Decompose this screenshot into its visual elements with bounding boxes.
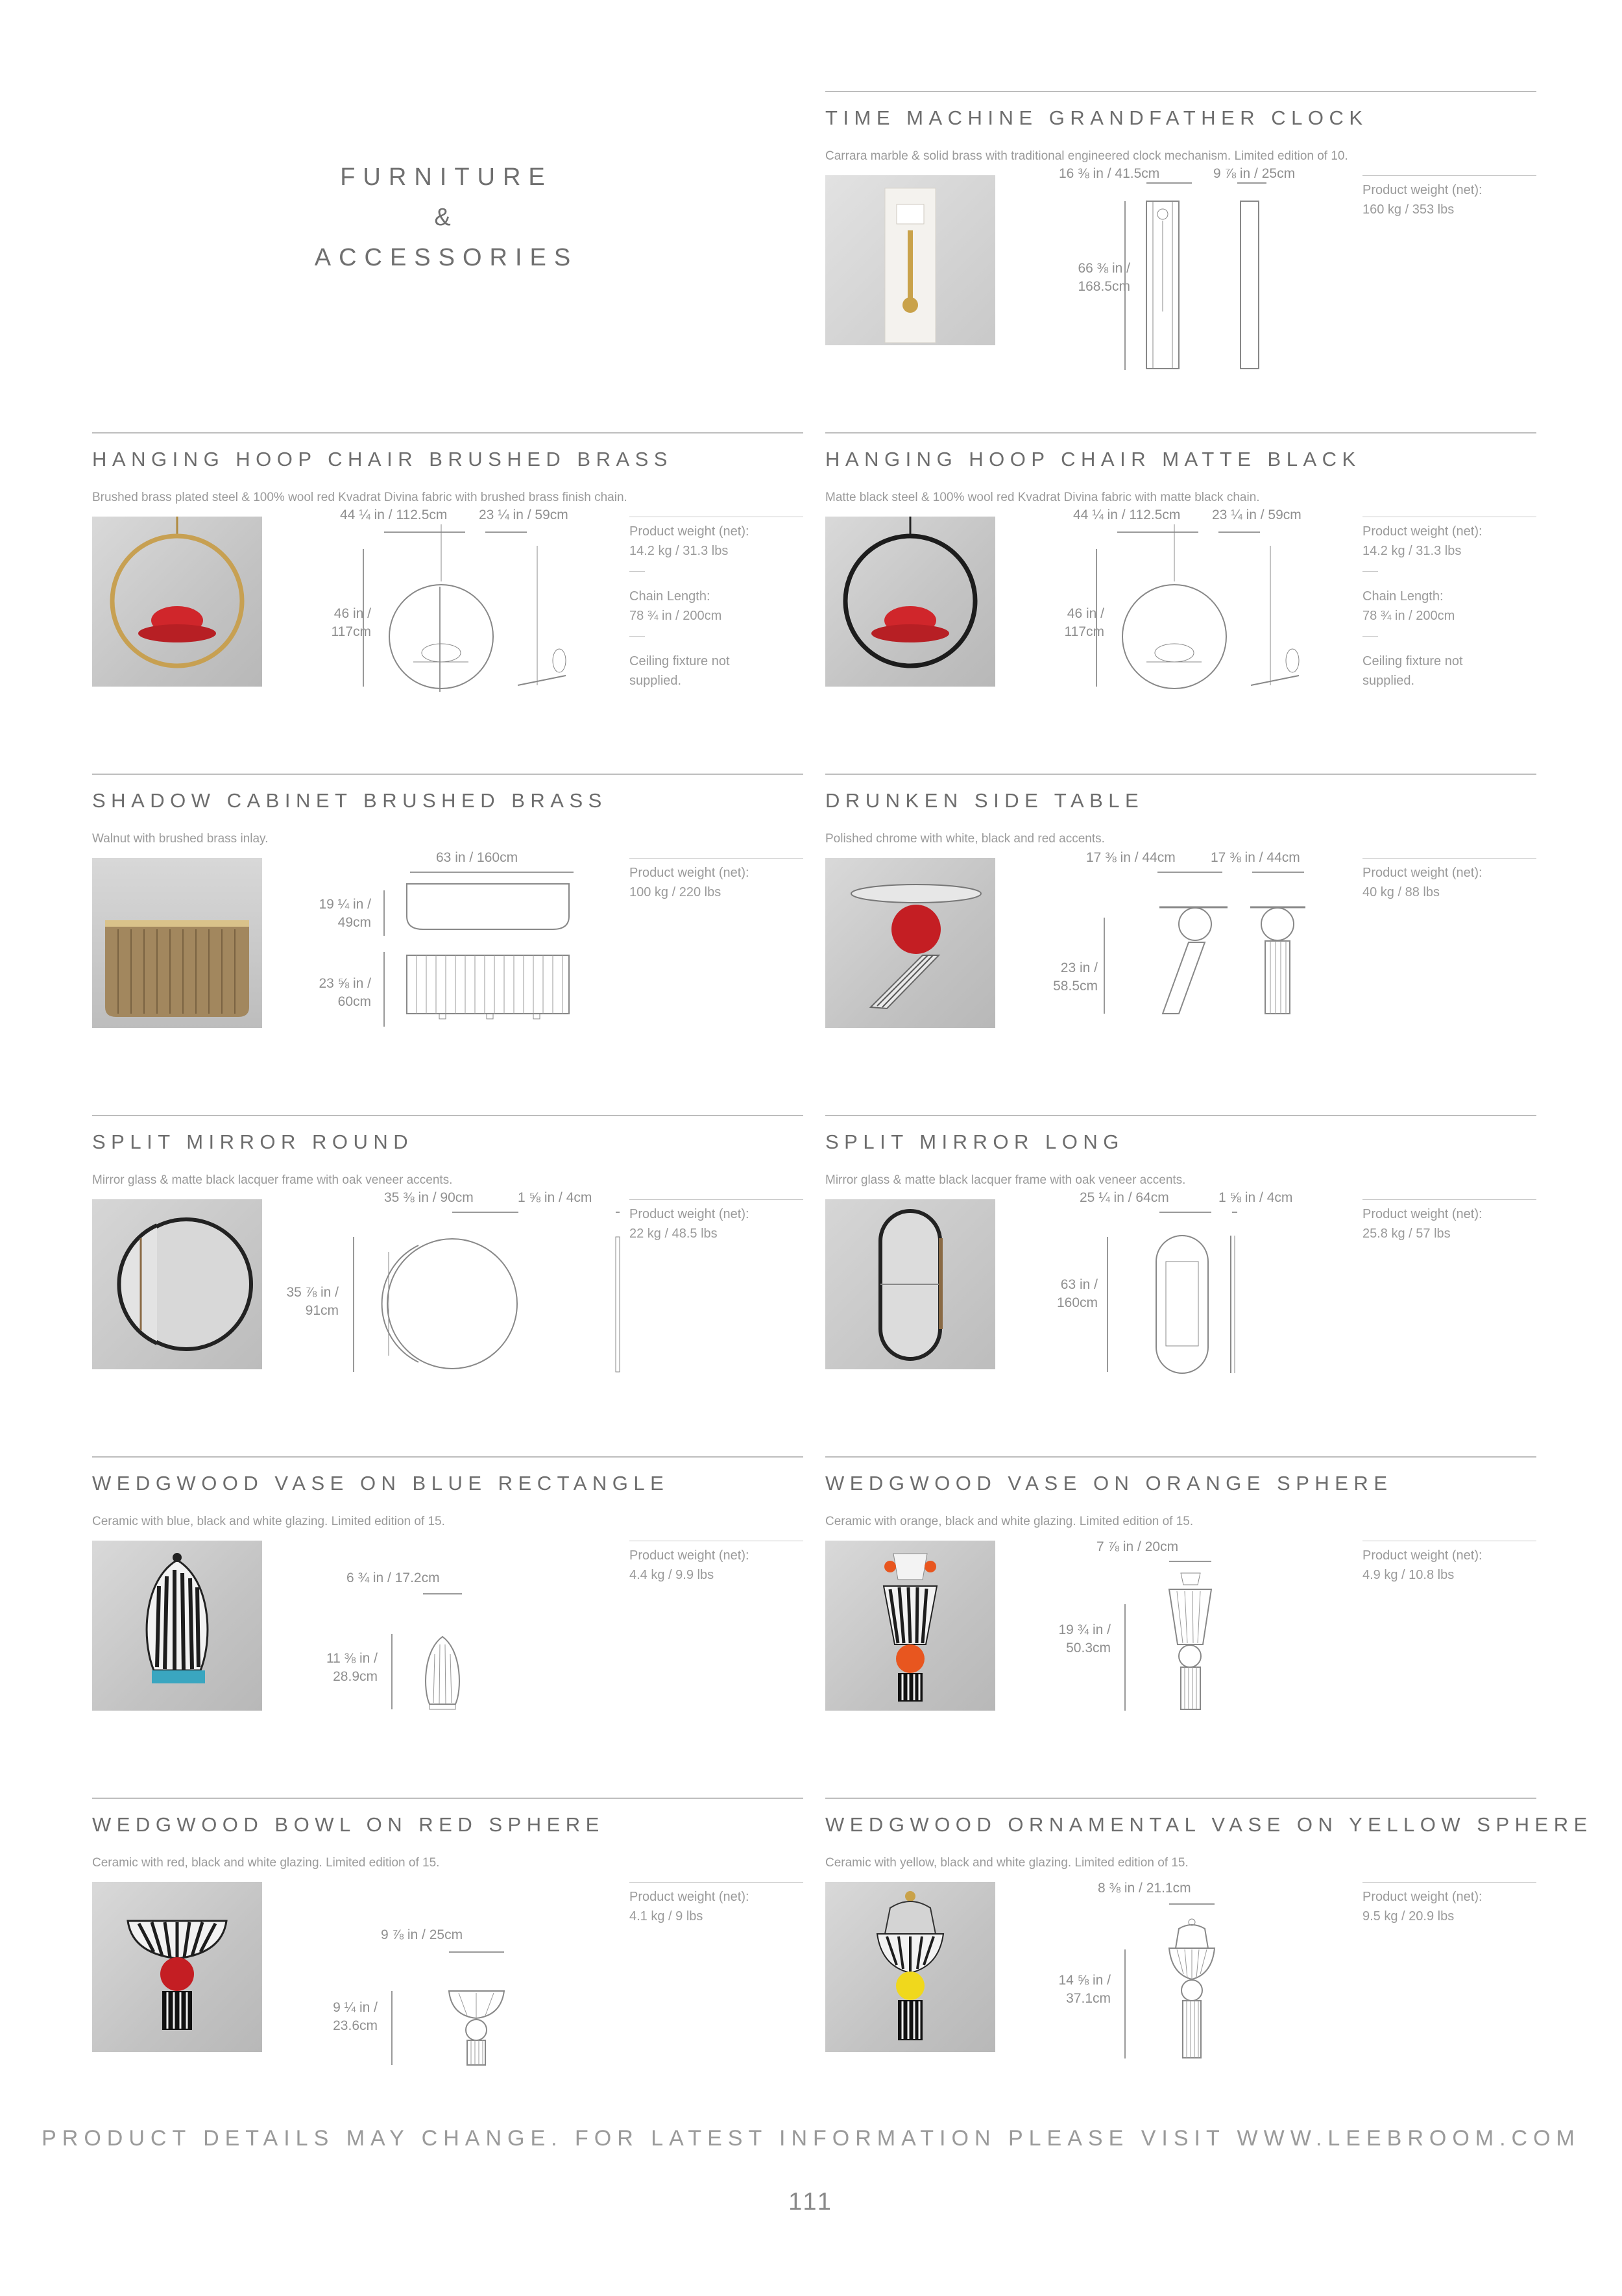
info-divider bbox=[629, 1882, 803, 1883]
weight-label: Product weight (net): bbox=[629, 1548, 749, 1563]
divider bbox=[825, 432, 1536, 434]
dim-height: 19 ¾ in / bbox=[1058, 1622, 1111, 1637]
product-title: SPLIT MIRROR LONG bbox=[825, 1130, 1124, 1153]
product-wedgwood-bowl-red bbox=[92, 1798, 803, 2083]
weight-value: 100 kg / 220 lbs bbox=[629, 885, 721, 899]
dim-width: 35 ⅜ in / 90cm bbox=[384, 1190, 474, 1205]
dim-height-cm: 91cm bbox=[305, 1303, 339, 1318]
dim-width: 44 ¼ in / 112.5cm bbox=[340, 507, 448, 522]
section-heading-line1: FURNITURE bbox=[340, 164, 553, 191]
dim-height-cm: 37.1cm bbox=[1066, 1991, 1111, 2006]
chain-value: 78 ¾ in / 200cm bbox=[1362, 609, 1455, 623]
dim-height: 63 in / bbox=[1060, 1277, 1098, 1292]
dim-width: 16 ⅜ in / 41.5cm bbox=[1059, 166, 1160, 181]
dim-depth: 17 ⅜ in / 44cm bbox=[1211, 850, 1300, 865]
dim-width: 17 ⅜ in / 44cm bbox=[1086, 850, 1176, 865]
dim-height: 23 in / bbox=[1060, 960, 1098, 975]
divider bbox=[92, 432, 803, 434]
weight-value: 40 kg / 88 lbs bbox=[1362, 885, 1440, 899]
dim-width: 8 ⅜ in / 21.1cm bbox=[1098, 1881, 1191, 1896]
weight-label: Product weight (net): bbox=[629, 1207, 749, 1221]
product-drunken-side-table bbox=[825, 774, 1536, 1059]
product-split-mirror-long bbox=[825, 1115, 1536, 1400]
product-description: Mirror glass & matte black lacquer frame with oak veneer accents. bbox=[825, 1173, 1186, 1187]
product-photo bbox=[92, 1541, 262, 1711]
info-divider bbox=[1362, 571, 1378, 572]
product-description: Ceramic with blue, black and white glazing. Limited edition of 15. bbox=[92, 1515, 445, 1528]
divider bbox=[825, 1798, 1536, 1799]
weight-value: 9.5 kg / 20.9 lbs bbox=[1362, 1909, 1455, 1924]
product-title: HANGING HOOP CHAIR MATTE BLACK bbox=[825, 448, 1361, 470]
dim-depth: 1 ⅝ in / 4cm bbox=[518, 1190, 592, 1205]
product-split-mirror-round bbox=[92, 1115, 803, 1400]
product-title: SHADOW CABINET BRUSHED BRASS bbox=[92, 789, 607, 812]
dim-width: 6 ¾ in / 17.2cm bbox=[346, 1570, 440, 1585]
product-wedgwood-vase-orange bbox=[825, 1456, 1536, 1742]
divider bbox=[825, 1115, 1536, 1116]
dim-depth: 19 ¼ in / bbox=[319, 897, 371, 912]
section-heading-line2: & bbox=[434, 204, 459, 231]
product-wedgwood-vase-blue bbox=[92, 1456, 803, 1742]
product-photo bbox=[92, 1199, 262, 1369]
note-line1: Ceiling fixture not bbox=[629, 654, 730, 668]
info-divider bbox=[1362, 1882, 1536, 1883]
product-title: SPLIT MIRROR ROUND bbox=[92, 1130, 414, 1153]
chain-label: Chain Length: bbox=[1362, 589, 1444, 604]
product-photo bbox=[825, 1199, 995, 1369]
dim-height-cm: 60cm bbox=[337, 994, 371, 1009]
info-divider bbox=[1362, 1199, 1536, 1200]
weight-value: 22 kg / 48.5 lbs bbox=[629, 1227, 718, 1241]
info-divider bbox=[629, 636, 645, 637]
dim-height: 23 ⅝ in / bbox=[319, 976, 371, 991]
dim-height-cm: 28.9cm bbox=[333, 1669, 378, 1684]
note-line2: supplied. bbox=[629, 674, 682, 688]
product-shadow-cabinet bbox=[92, 774, 803, 1059]
product-hoop-chair-black bbox=[825, 432, 1536, 718]
section-heading bbox=[187, 157, 706, 278]
dim-height: 9 ¼ in / bbox=[333, 2000, 378, 2015]
dim-height: 14 ⅝ in / bbox=[1058, 1973, 1111, 1988]
weight-label: Product weight (net): bbox=[1362, 866, 1483, 880]
product-description: Polished chrome with white, black and red accents. bbox=[825, 832, 1105, 846]
divider bbox=[825, 91, 1536, 92]
dim-height: 35 ⅞ in / bbox=[286, 1285, 339, 1300]
weight-value: 4.9 kg / 10.8 lbs bbox=[1362, 1568, 1455, 1582]
product-photo bbox=[92, 858, 262, 1028]
dim-height: 46 in / bbox=[1067, 606, 1104, 621]
info-divider bbox=[629, 858, 803, 859]
product-photo bbox=[825, 1882, 995, 2052]
info-divider bbox=[629, 571, 645, 572]
weight-label: Product weight (net): bbox=[629, 1890, 749, 1904]
weight-label: Product weight (net): bbox=[1362, 1890, 1483, 1904]
product-description: Mirror glass & matte black lacquer frame with oak veneer accents. bbox=[92, 1173, 453, 1187]
weight-label: Product weight (net): bbox=[1362, 1548, 1483, 1563]
product-photo bbox=[92, 517, 262, 687]
product-description: Carrara marble & solid brass with traditional engineered clock mechanism. Limited edition of 10. bbox=[825, 149, 1348, 163]
dim-width: 9 ⅞ in / 25cm bbox=[381, 1927, 463, 1942]
dim-depth: 9 ⅞ in / 25cm bbox=[1213, 166, 1296, 181]
section-heading-line3: ACCESSORIES bbox=[314, 244, 579, 271]
dim-height-cm: 58.5cm bbox=[1053, 979, 1098, 994]
dim-height-cm: 160cm bbox=[1056, 1295, 1098, 1310]
product-description: Ceramic with red, black and white glazing. Limited edition of 15. bbox=[92, 1856, 440, 1870]
product-title: WEDGWOOD VASE ON BLUE RECTANGLE bbox=[92, 1472, 670, 1495]
dim-height-cm: 117cm bbox=[331, 624, 371, 639]
info-divider bbox=[1362, 858, 1536, 859]
weight-label: Product weight (net): bbox=[1362, 524, 1483, 539]
dim-height: 46 in / bbox=[333, 606, 371, 621]
weight-label: Product weight (net): bbox=[629, 866, 749, 880]
footer-disclaimer: PRODUCT DETAILS MAY CHANGE. FOR LATEST INFORMATION PLEASE VISIT WWW.LEEBROOM.COM bbox=[42, 2126, 1580, 2151]
weight-value: 14.2 kg / 31.3 lbs bbox=[1362, 544, 1462, 558]
note-line2: supplied. bbox=[1362, 674, 1415, 688]
dim-width: 25 ¼ in / 64cm bbox=[1080, 1190, 1169, 1205]
dim-height-cm: 117cm bbox=[1064, 624, 1104, 639]
dim-height: 66 ⅜ in / bbox=[1078, 261, 1130, 276]
dim-depth: 23 ¼ in / 59cm bbox=[479, 507, 568, 522]
dim-width: 7 ⅞ in / 20cm bbox=[1096, 1539, 1179, 1554]
product-grandfather-clock bbox=[825, 91, 1536, 376]
weight-label: Product weight (net): bbox=[629, 524, 749, 539]
divider bbox=[92, 1798, 803, 1799]
product-hoop-chair-brass bbox=[92, 432, 803, 718]
dim-width: 63 in / 160cm bbox=[436, 850, 518, 865]
dim-depth: 23 ¼ in / 59cm bbox=[1212, 507, 1301, 522]
weight-value: 14.2 kg / 31.3 lbs bbox=[629, 544, 729, 558]
dim-depth-cm: 49cm bbox=[337, 915, 371, 930]
dim-width: 44 ¼ in / 112.5cm bbox=[1073, 507, 1181, 522]
product-description: Walnut with brushed brass inlay. bbox=[92, 832, 269, 846]
dim-height-cm: 168.5cm bbox=[1078, 279, 1130, 294]
chain-label: Chain Length: bbox=[629, 589, 710, 604]
product-description: Matte black steel & 100% wool red Kvadrat Divina fabric with matte black chain. bbox=[825, 491, 1260, 504]
product-wedgwood-ornamental-vase-yellow bbox=[825, 1798, 1593, 2083]
note-line1: Ceiling fixture not bbox=[1362, 654, 1463, 668]
weight-value: 25.8 kg / 57 lbs bbox=[1362, 1227, 1451, 1241]
product-photo bbox=[825, 517, 995, 687]
page-number: 111 bbox=[788, 2188, 834, 2216]
info-divider bbox=[629, 1199, 803, 1200]
dim-height-cm: 23.6cm bbox=[333, 2018, 378, 2033]
product-description: Ceramic with orange, black and white glazing. Limited edition of 15. bbox=[825, 1515, 1194, 1528]
product-title: WEDGWOOD VASE ON ORANGE SPHERE bbox=[825, 1472, 1393, 1495]
dim-height: 11 ⅜ in / bbox=[326, 1651, 378, 1666]
weight-value: 4.1 kg / 9 lbs bbox=[629, 1909, 703, 1924]
product-photo bbox=[825, 858, 995, 1028]
divider bbox=[92, 1456, 803, 1458]
product-description: Brushed brass plated steel & 100% wool red Kvadrat Divina fabric with brushed brass finish chain. bbox=[92, 491, 627, 504]
divider bbox=[825, 1456, 1536, 1458]
dim-height-cm: 50.3cm bbox=[1066, 1641, 1111, 1655]
product-photo bbox=[825, 1541, 995, 1711]
divider bbox=[92, 774, 803, 775]
product-title: DRUNKEN SIDE TABLE bbox=[825, 789, 1144, 812]
info-divider bbox=[1362, 175, 1536, 176]
weight-value: 4.4 kg / 9.9 lbs bbox=[629, 1568, 714, 1582]
dim-depth: 1 ⅝ in / 4cm bbox=[1218, 1190, 1293, 1205]
product-photo bbox=[92, 1882, 262, 2052]
product-description: Ceramic with yellow, black and white glazing. Limited edition of 15. bbox=[825, 1856, 1189, 1870]
product-title: HANGING HOOP CHAIR BRUSHED BRASS bbox=[92, 448, 673, 470]
weight-value: 160 kg / 353 lbs bbox=[1362, 202, 1455, 217]
divider bbox=[825, 774, 1536, 775]
divider bbox=[92, 1115, 803, 1116]
product-title: TIME MACHINE GRANDFATHER CLOCK bbox=[825, 106, 1368, 129]
weight-label: Product weight (net): bbox=[1362, 183, 1483, 197]
product-photo bbox=[825, 175, 995, 345]
product-title: WEDGWOOD ORNAMENTAL VASE ON YELLOW SPHERE bbox=[825, 1813, 1593, 1836]
product-title: WEDGWOOD BOWL ON RED SPHERE bbox=[92, 1813, 605, 1836]
chain-value: 78 ¾ in / 200cm bbox=[629, 609, 722, 623]
info-divider bbox=[1362, 636, 1378, 637]
weight-label: Product weight (net): bbox=[1362, 1207, 1483, 1221]
